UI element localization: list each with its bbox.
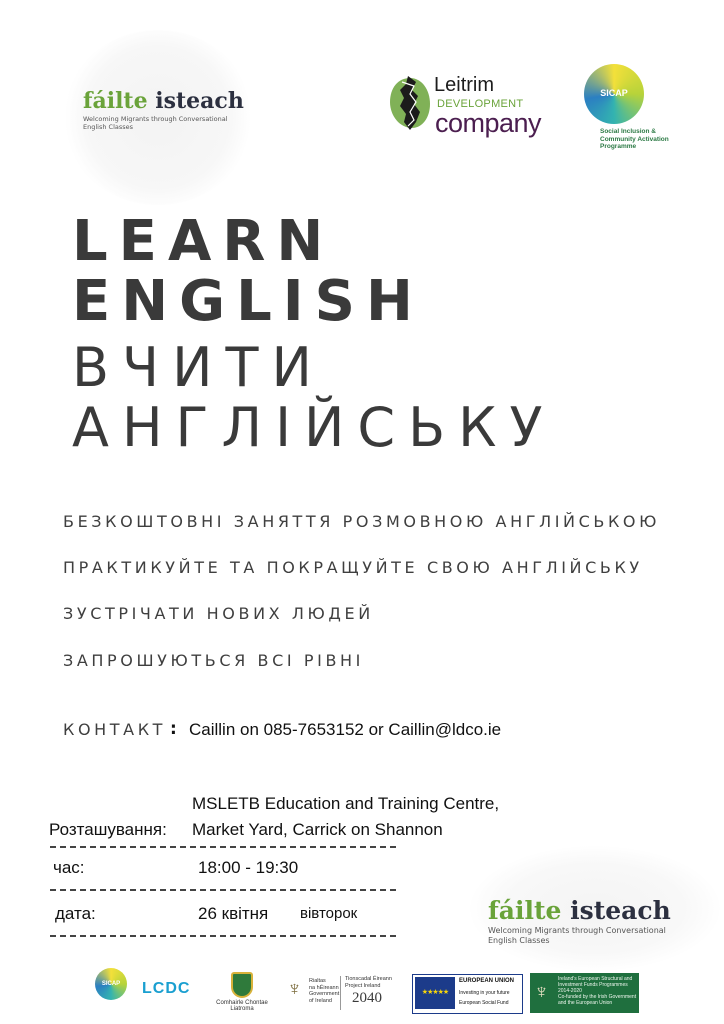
headline-english: ENGLISH xyxy=(72,269,424,334)
project-ireland-line: Tionscadal Éireann xyxy=(345,976,392,982)
eu-title: EUROPEAN UNION xyxy=(459,978,515,984)
contact-colon: : xyxy=(170,719,177,739)
council-name: Comhairle Chontae Liatroma xyxy=(216,1000,268,1012)
eu-fund-name: European Social Fund xyxy=(459,1000,509,1006)
harp-icon: ♆ xyxy=(287,978,302,1000)
esif-line: Co-funded by the Irish Government xyxy=(558,994,637,1000)
tagline-line: Social Inclusion & xyxy=(600,128,656,135)
failte-isteach-tagline xyxy=(83,115,244,131)
tagline-line: Welcoming Migrants through Conversational xyxy=(488,926,666,935)
failte-isteach-logo-bottom xyxy=(488,896,671,946)
esif-line: Ireland's European Structural and xyxy=(558,976,633,982)
dashed-divider xyxy=(50,935,396,937)
government-text-line: Government xyxy=(309,991,340,997)
headline-vchyty: ВЧИТИ xyxy=(72,336,325,399)
project-ireland-year: 2040 xyxy=(352,990,382,1006)
esif-line: Investment Funds Programmes xyxy=(558,982,628,988)
feature-meet-people: ЗУСТРІЧАТИ НОВИХ ЛЮДЕЙ xyxy=(63,604,374,623)
feature-free-classes: БЕЗКОШТОВНІ ЗАНЯТТЯ РОЗМОВНОЮ АНГЛІЙСЬКОЮ xyxy=(63,512,660,531)
failte-isteach-tagline xyxy=(488,926,671,946)
time-value: 18:00 - 19:30 xyxy=(198,858,299,877)
sicap-tagline xyxy=(600,128,669,151)
dashed-divider xyxy=(50,846,396,848)
headline-angliysku: АНГЛІЙСЬКУ xyxy=(72,396,556,459)
harp-icon: ♆ xyxy=(534,981,549,1003)
tagline-line: Welcoming Migrants through Conversational xyxy=(83,115,228,123)
contact-details: Caillin on 085-7653152 or Caillin@ldco.ie xyxy=(189,720,502,739)
day-value: вівторок xyxy=(300,905,358,922)
sicap-word: SICAP xyxy=(600,88,628,98)
government-text-line: na hÉireann xyxy=(309,984,339,991)
failte-isteach-wordmark xyxy=(83,88,244,114)
project-ireland-text xyxy=(345,976,392,989)
failte-isteach-logo-top xyxy=(83,88,244,131)
date-value: 26 квітня xyxy=(198,904,269,923)
government-text-line: Rialtas xyxy=(309,978,326,984)
location-line-1: MSLETB Education and Training Centre, xyxy=(192,794,500,813)
project-ireland-line: Project Ireland xyxy=(345,982,381,989)
government-text xyxy=(309,978,339,1004)
funder-government-logo xyxy=(285,968,403,1014)
logo-word-failte: fáilte xyxy=(488,896,562,925)
feature-practice: ПРАКТИКУЙТЕ ТА ПОКРАЩУЙТЕ СВОЮ АНГЛІЙСЬКУ xyxy=(63,558,643,577)
location-line-2: Market Yard, Carrick on Shannon xyxy=(192,820,443,839)
ldc-word-leitrim: Leitrim xyxy=(434,74,495,96)
logo-word-failte: fáilte xyxy=(83,88,148,114)
date-label: дата: xyxy=(55,904,96,923)
tagline-line: Programme xyxy=(600,143,637,150)
sicap-logo xyxy=(584,64,694,154)
leitrim-map-icon xyxy=(388,72,432,134)
eu-subtitle: Investing in your future xyxy=(459,990,510,996)
funder-sicap-logo xyxy=(95,968,133,1014)
funder-esif-logo xyxy=(530,973,639,1013)
headline-learn: LEARN xyxy=(72,209,335,274)
esif-line: 2014-2020 xyxy=(558,988,582,994)
dashed-divider xyxy=(50,889,396,891)
logo-word-isteach: isteach xyxy=(155,88,244,114)
divider xyxy=(340,976,341,1010)
feature-all-levels: ЗАПРОШУЮТЬСЯ ВСІ РІВНІ xyxy=(63,651,364,670)
ldc-word-company: company xyxy=(435,108,542,138)
council-shield-icon xyxy=(231,972,253,998)
tagline-line: Community Activation xyxy=(600,135,669,143)
lcdc-word: LCDC xyxy=(142,980,191,997)
esif-line: and the European Union xyxy=(558,1000,613,1006)
ldc-word-development: DEVELOPMENT xyxy=(437,98,524,110)
funder-lcdc-logo xyxy=(142,968,207,1014)
government-text-line: of Ireland xyxy=(309,997,332,1004)
funder-eu-logo xyxy=(412,974,523,1014)
esif-text xyxy=(558,976,636,1006)
tagline-line: English Classes xyxy=(488,936,550,945)
time-label: час: xyxy=(53,858,85,877)
logo-word-isteach: isteach xyxy=(570,896,671,925)
location-label: Розташування: xyxy=(49,820,167,839)
eu-flag-icon: ★★★★★ xyxy=(415,977,455,1009)
leitrim-development-company-logo xyxy=(388,70,558,150)
sicap-small-circle-icon: SICAP xyxy=(95,968,127,1000)
contact-label: КОНТАКТ xyxy=(63,720,167,739)
funder-leitrim-council-logo xyxy=(212,968,272,1014)
failte-isteach-wordmark xyxy=(488,896,671,925)
tagline-line: English Classes xyxy=(83,123,134,131)
